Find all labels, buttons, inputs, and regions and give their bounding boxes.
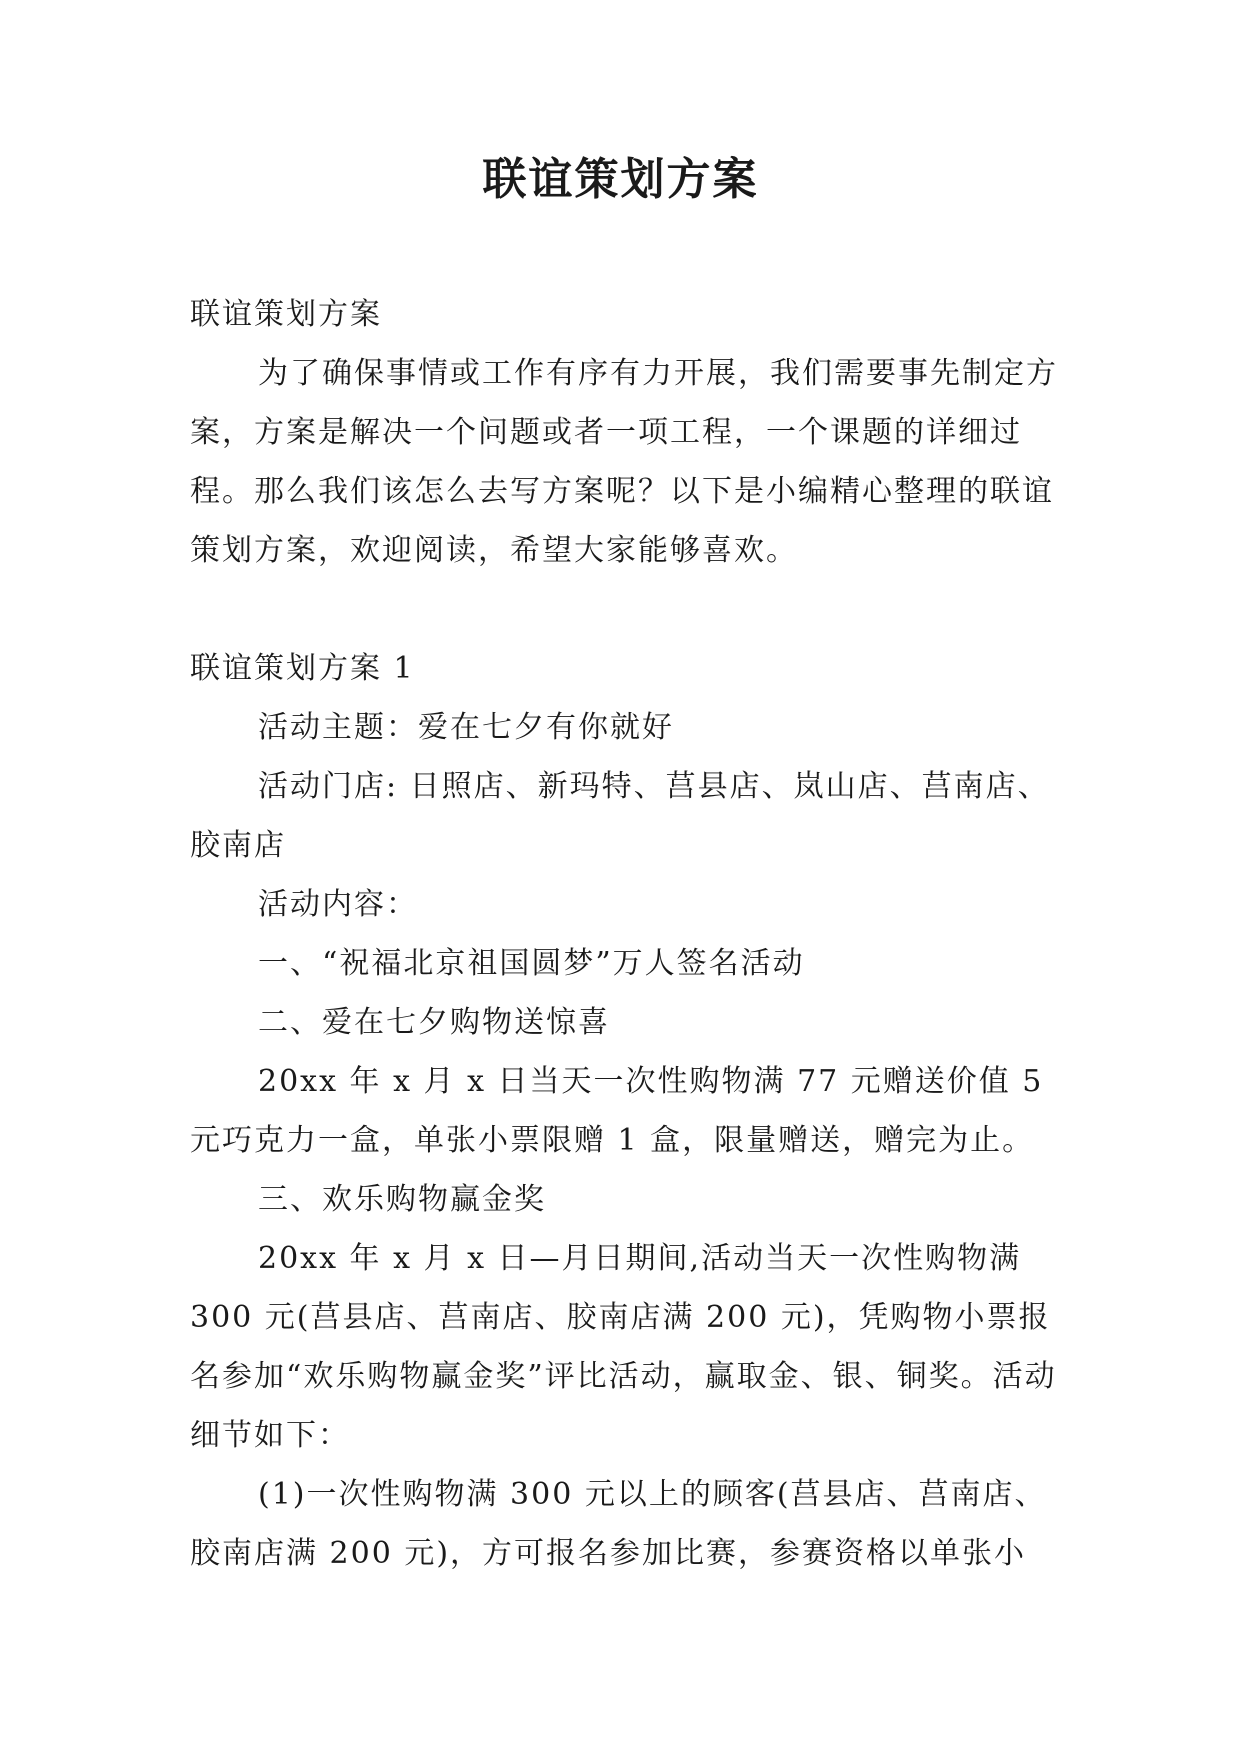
activity-item-3-detail: 20xx 年 x 月 x 日—月日期间,活动当天一次性购物满 300 元(莒县店、莒南店、胶南店满 200 元)，凭购物小票报名参加“欢乐购物赢金奖”评比活动，赢取金、银、铜奖。活动细节如下： [190,1241,1057,1453]
paragraph-gap [190,580,1060,639]
section-heading: 联谊策划方案 1 [190,651,415,686]
document-body [190,285,1060,1583]
activity-item-3-rule-1: (1)一次性购物满 300 元以上的顾客(莒县店、莒南店、胶南店满 200 元)，方可报名参加比赛，参赛资格以单张小 [190,1477,1047,1571]
activity-content-label: 活动内容： [258,887,418,922]
intro-paragraph: 为了确保事情或工作有序有力开展，我们需要事先制定方案，方案是解决一个问题或者一项工程，一个课题的详细过程。那么我们该怎么去写方案呢？以下是小编精心整理的联谊策划方案，欢迎阅读，希望大家能够喜欢。 [190,356,1058,568]
activity-item-2-detail: 20xx 年 x 月 x 日当天一次性购物满 77 元赠送价值 5 元巧克力一盒，单张小票限赠 1 盒，限量赠送，赠完为止。 [190,1064,1044,1158]
activity-stores: 活动门店: 日照店、新玛特、莒县店、岚山店、莒南店、胶南店 [190,769,1050,863]
document-subtitle: 联谊策划方案 [190,297,382,332]
document-title: 联谊策划方案 [482,154,759,205]
activity-item-1: 一、“祝福北京祖国圆梦”万人签名活动 [258,946,805,981]
activity-theme: 活动主题：爱在七夕有你就好 [258,710,674,745]
activity-item-2: 二、爱在七夕购物送惊喜 [258,1005,610,1040]
activity-item-3: 三、欢乐购物赢金奖 [258,1182,546,1217]
